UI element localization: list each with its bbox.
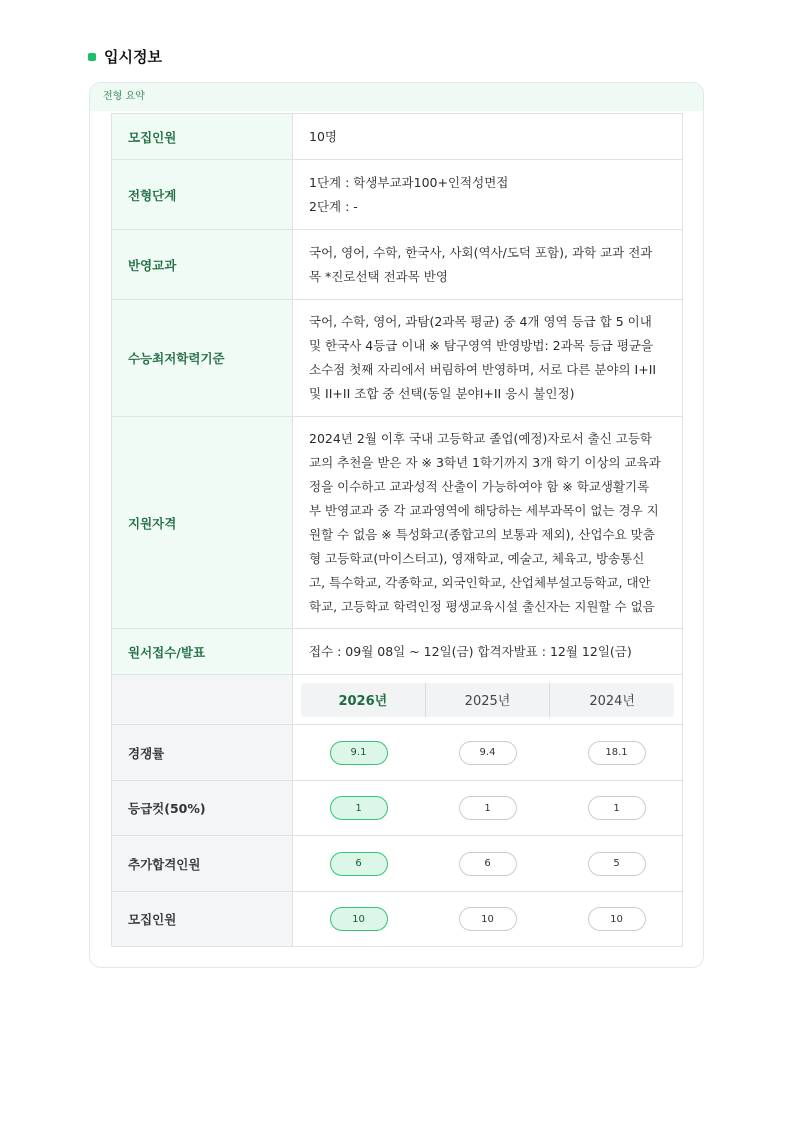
year-header-row [112, 675, 683, 725]
value-line: 국어, 영어, 수학, 한국사, 사회(역사/도덕 포함), 과학 교과 전과 [309, 244, 653, 260]
value-line: 고, 특수학교, 각종학교, 외국인학교, 산업체부설고등학교, 대안 [309, 574, 651, 590]
row-label: 전형단계 [112, 160, 293, 230]
table-row [112, 629, 683, 675]
stat-pill: 9.4 [459, 741, 517, 765]
value-line: 형 고등학교(마이스터고), 영재학교, 예술고, 체육고, 방송통신 [309, 550, 645, 566]
stat-values [293, 836, 683, 892]
row-label: 반영교과 [112, 230, 293, 300]
value-line: 정을 이수하고 교과성적 산출이 가능하여야 함 ※ 학교생활기록 [309, 478, 650, 494]
value-line: 및 II+II 조합 중 선택(동일 분야I+II 응시 불인정) [309, 386, 575, 401]
table-row [112, 417, 683, 629]
row-label: 지원자격 [112, 417, 293, 629]
row-value [293, 417, 683, 629]
value-line: 국어, 수학, 영어, 과탐(2과목 평균) 중 4개 영역 등급 합 5 이내 [309, 314, 652, 329]
section-bullet-icon [88, 53, 96, 61]
stat-label: 모집인원 [112, 892, 293, 947]
row-value [293, 300, 683, 417]
row-value: 10명 [293, 114, 683, 160]
tab-year-2026[interactable]: 2026년 [338, 694, 388, 709]
stat-pill: 10 [588, 907, 646, 931]
stat-row-grade-cut [112, 781, 683, 836]
stat-pill: 1 [588, 796, 646, 820]
row-label: 수능최저학력기준 [112, 300, 293, 417]
value-line: 부 반영교과 중 각 교과영역에 해당하는 세부과목이 없는 경우 지 [309, 502, 659, 518]
year-tabs-cell [293, 675, 683, 725]
admission-table [111, 113, 683, 947]
stat-values [293, 892, 683, 947]
table-row [112, 300, 683, 417]
value-line: 2단계 : - [309, 198, 358, 214]
year-header-blank [112, 675, 293, 725]
section-title [88, 46, 162, 67]
value-line: 목 *진로선택 전과목 반영 [309, 268, 448, 284]
tab-year-2025[interactable]: 2025년 [425, 683, 550, 717]
value-line: 학교, 고등학교 학력인정 평생교육시설 출신자는 지원할 수 없음 [309, 598, 655, 614]
stat-label: 경쟁률 [112, 725, 293, 781]
row-label: 원서접수/발표 [112, 629, 293, 675]
row-value: 접수 : 09월 08일 ~ 12일(금) 합격자발표 : 12월 12일(금) [293, 629, 683, 675]
value-line: 1단계 : 학생부교과100+인적성면접 [309, 174, 509, 190]
table-row [112, 160, 683, 230]
admission-summary-card [89, 82, 704, 968]
value-line: 및 한국사 4등급 이내 ※ 탐구영역 반영방법: 2과목 등급 평균을 [309, 338, 654, 353]
table-row [112, 114, 683, 160]
value-line: 교의 추천을 받은 자 ※ 3학년 1학기까지 3개 학기 이상의 교육과 [309, 454, 661, 470]
stat-values [293, 725, 683, 781]
stat-pill: 9.1 [330, 741, 388, 765]
stat-pill: 5 [588, 852, 646, 876]
stat-pill: 6 [330, 852, 388, 876]
value-line: 2024년 2월 이후 국내 고등학교 졸업(예정)자로서 출신 고등학 [309, 430, 652, 446]
year-tabs [301, 683, 674, 717]
value-line: 소수점 첫째 자리에서 버림하여 반영하며, 서로 다른 분야의 I+II [309, 362, 657, 377]
stat-pill: 10 [330, 907, 388, 931]
stat-label: 추가합격인원 [112, 836, 293, 892]
tab-year-2024[interactable]: 2024년 [549, 683, 674, 717]
row-value [293, 230, 683, 300]
stat-row-competition [112, 725, 683, 781]
row-value [293, 160, 683, 230]
card-header: 전형 요약 [90, 83, 703, 111]
stat-label: 등급컷(50%) [112, 781, 293, 836]
row-label: 모집인원 [112, 114, 293, 160]
value-line: 원할 수 없음 ※ 특성화고(종합고의 보통과 제외), 산업수요 맞춤 [309, 526, 655, 542]
stat-pill: 1 [459, 796, 517, 820]
stat-pill: 1 [330, 796, 388, 820]
table-row [112, 230, 683, 300]
stat-row-additional [112, 836, 683, 892]
stat-pill: 18.1 [588, 741, 646, 765]
stat-pill: 6 [459, 852, 517, 876]
stat-values [293, 781, 683, 836]
stat-pill: 10 [459, 907, 517, 931]
stat-row-recruit [112, 892, 683, 947]
section-title-text: 입시정보 [104, 48, 162, 66]
